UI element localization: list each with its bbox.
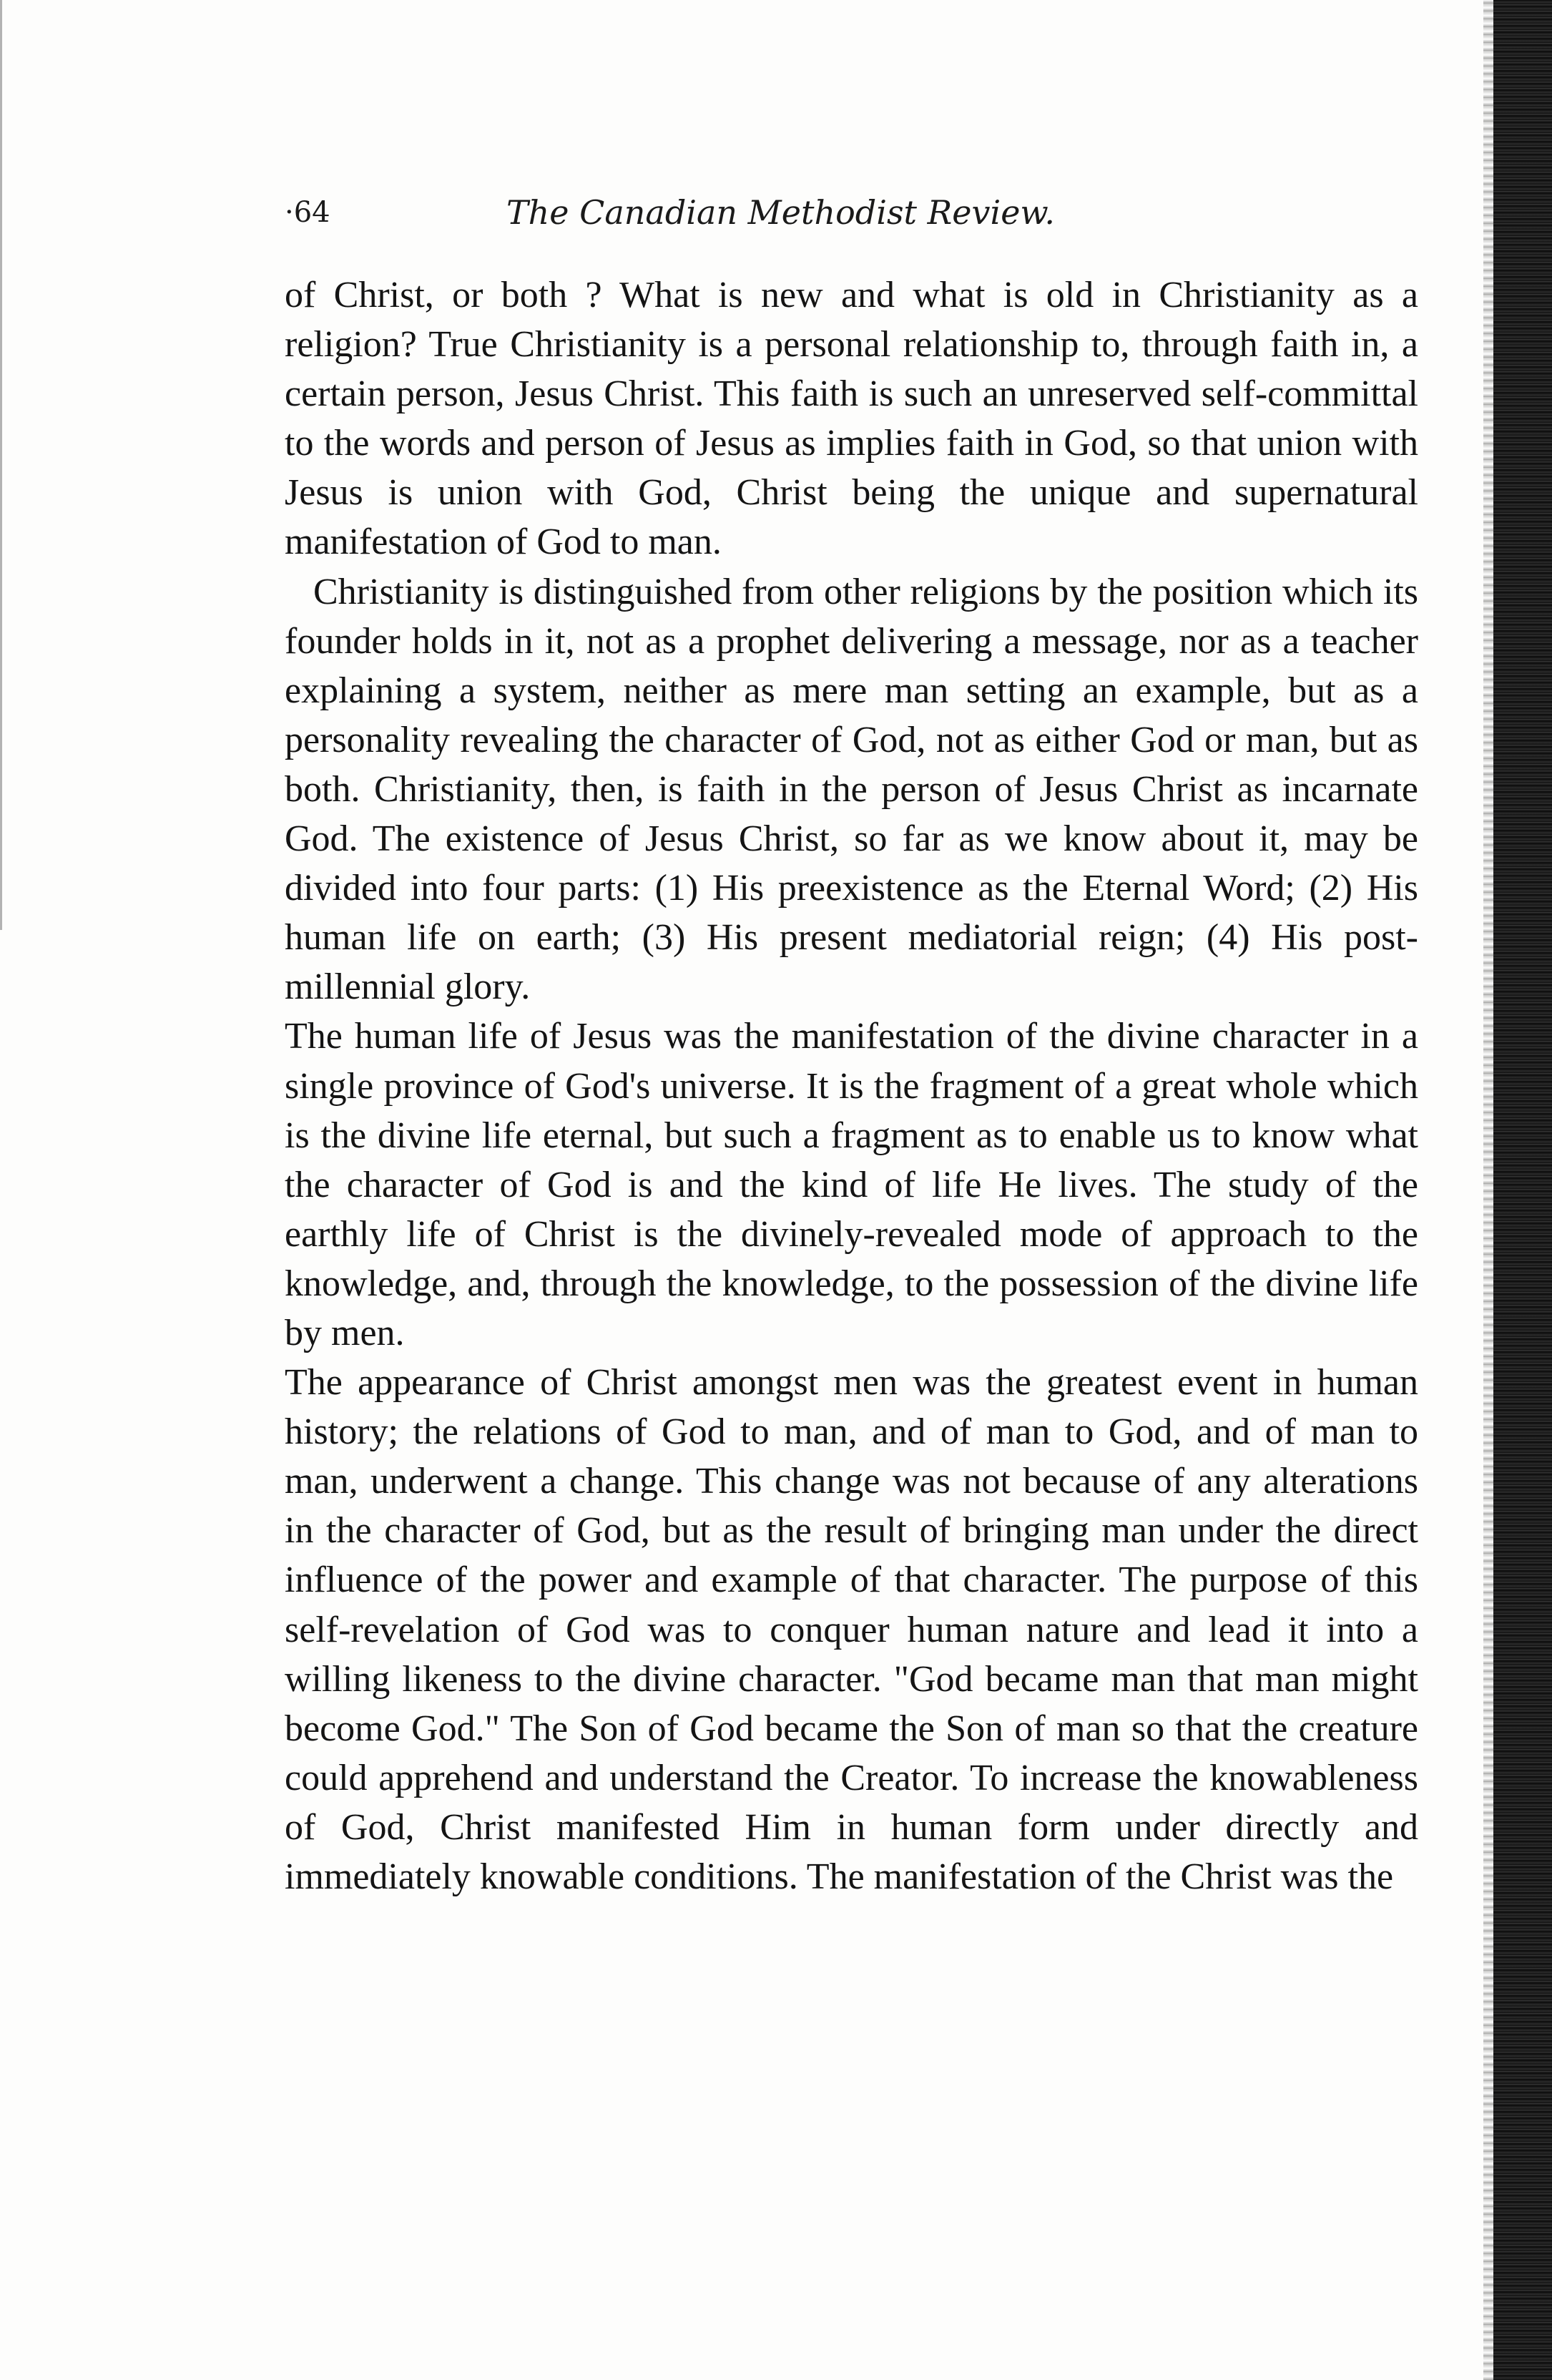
page-header — [285, 187, 1415, 237]
binding-shadow — [1483, 0, 1493, 2380]
paragraph-2: Christianity is distinguished from other religions by the position which its founder holds in it, not as a prophet delivering a message, nor as a teacher explaining a system, neither as mere man setting an example, but as a personality revealing the character of God, not as either God or man, but as both. Christianity, then, is faith in the person of Jesus Christ as incarnate God. The existence of Jesus Christ, so far as we know about it, may be divided into four parts: (1) His preexistence as the Eternal Word; (2) His human life on earth; (3) His present mediatorial reign; (4) His post-millennial glory. — [285, 571, 1418, 1008]
binding-edge — [1493, 0, 1552, 2380]
running-title: The Canadian Methodist Review. — [506, 193, 1055, 232]
left-edge-scan-marks — [0, 0, 19, 930]
paragraph-3: The human life of Jesus was the manifestation of the divine character in a single province of God's universe. It is the fragment of a great whole which is the divine life eternal, but such a fragment as to enable us to know what the character of God is and the kind of life He lives. The study of the earthly life of Christ is the divinely-revealed mode of approach to the knowledge, and, through the knowledge, to the possession of the divine life by men. — [285, 1016, 1418, 1353]
paragraph-4: The appearance of Christ amongst men was the greatest event in human history; the relations of God to man, and of man to God, and of man to man, underwent a change. This change was not because of any alterations in the character of God, but as the result of bringing man under the direct influence of the power and example of that character. The purpose of this self-revelation of God was to conquer human nature and lead it into a willing likeness to the divine character. "God became man that man might become God." The Son of God became the Son of man so that the creature could apprehend and understand the Creator. To increase the knowableness of God, Christ manifested Him in human form under directly and immediately knowable conditions. The manifestation of the Christ was the — [285, 1362, 1418, 1897]
page-number: ·64 — [285, 196, 330, 229]
body-text — [285, 270, 1418, 1901]
paragraph-1: of Christ, or both ? What is new and what is old in Christianity as a religion? True Christianity is a personal relationship to, through faith in, a certain person, Jesus Christ. This faith is such an unreserved self-committal to the words and person of Jesus as implies faith in God, so that union with Jesus is union with God, Christ being the unique and supernatural manifestation of God to man. — [285, 275, 1418, 563]
